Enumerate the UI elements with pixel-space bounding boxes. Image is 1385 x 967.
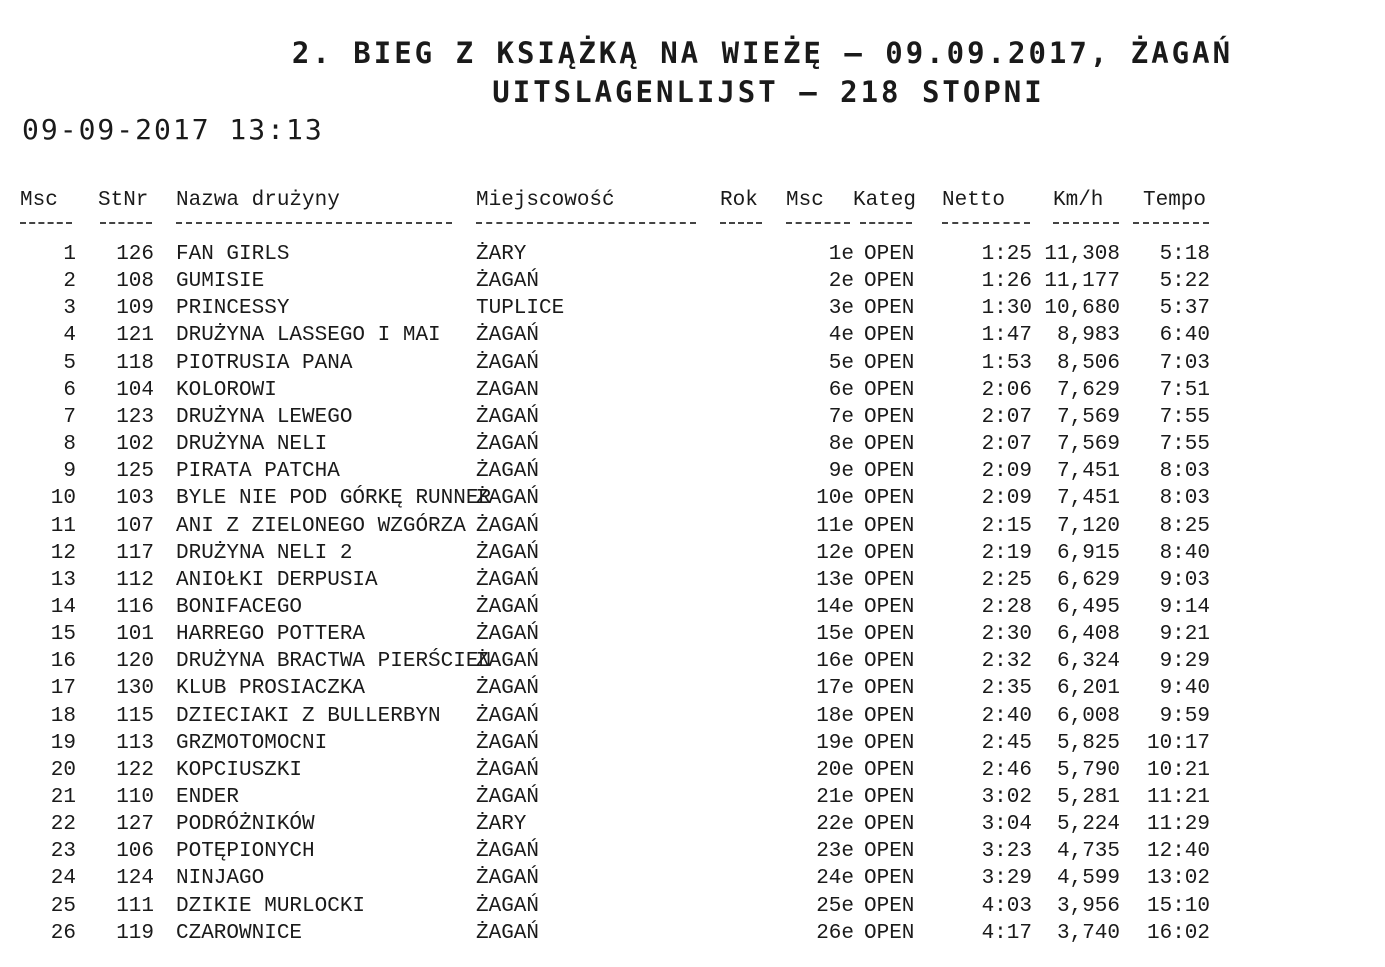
category-place: 7e [828,405,854,429]
header-divider [942,222,1030,226]
speed: 6,201 [1056,677,1120,701]
place-number: 1 [63,243,76,266]
table-row [0,621,1385,648]
team-city: TUPLICE [476,297,565,321]
category: OPEN [864,297,915,321]
category-place: 17e [816,677,854,701]
speed: 3,740 [1056,921,1120,945]
start-number: 119 [116,921,154,945]
team-name: DRUŻYNA LASSEGO I MAI [176,324,441,348]
place-number: 14 [50,595,76,619]
team-name: NINJAGO [176,867,265,891]
category: OPEN [864,731,915,755]
table-row [0,241,1385,268]
category-place: 3e [828,297,854,321]
header-kateg: Kateg [853,189,917,212]
table-row [0,594,1385,621]
category: OPEN [864,813,915,837]
category: OPEN [864,650,915,674]
category: OPEN [864,595,915,619]
place-number: 6 [63,378,76,402]
start-number: 118 [116,351,154,375]
category: OPEN [864,677,915,701]
speed: 6,915 [1056,541,1120,565]
team-city: ŻAGAŃ [476,270,540,294]
team-city: ŻARY [476,813,527,837]
speed: 6,629 [1056,568,1120,592]
pace: 7:55 [1159,433,1210,457]
team-city: ŻAGAŃ [476,758,540,782]
category-place: 5e [828,351,854,375]
table-row [0,675,1385,702]
header-stnr: StNr [98,189,149,212]
category-place: 9e [828,460,854,484]
team-city: ŻAGAŃ [476,921,540,945]
team-city: ŻAGAŃ [476,650,540,674]
table-row [0,703,1385,730]
pace: 5:37 [1159,297,1210,321]
start-number: 130 [116,677,154,701]
start-number: 101 [116,623,154,647]
place-number: 15 [50,623,76,647]
table-row [0,567,1385,594]
net-time: 1:47 [981,324,1032,348]
category: OPEN [864,867,915,891]
category: OPEN [864,786,915,809]
category: OPEN [864,324,915,348]
table-row [0,458,1385,485]
category: OPEN [864,243,915,266]
speed: 6,008 [1056,704,1120,728]
table-row [0,404,1385,431]
header-divider [1053,222,1119,226]
start-number: 120 [116,650,154,674]
header-divider [100,222,152,226]
header-kmh: Km/h [1053,189,1104,212]
place-number: 21 [50,786,76,809]
table-row [0,865,1385,892]
category-place: 15e [816,623,854,647]
pace: 8:03 [1159,460,1210,484]
net-time: 2:32 [981,650,1032,674]
team-name: DRUŻYNA LEWEGO [176,405,353,429]
team-name: KOPCIUSZKI [176,758,303,782]
team-name: BYLE NIE POD GÓRKĘ RUNNER [176,487,492,511]
header-divider [176,222,452,226]
table-row [0,268,1385,295]
category: OPEN [864,840,915,864]
pace: 7:03 [1159,351,1210,375]
category: OPEN [864,433,915,457]
speed: 7,569 [1056,405,1120,429]
pace: 7:55 [1159,405,1210,429]
start-number: 103 [116,487,154,511]
table-row [0,648,1385,675]
category-place: 4e [828,324,854,348]
speed: 6,495 [1056,595,1120,619]
team-city: ŻAGAŃ [476,541,540,565]
team-name: POTĘPIONYCH [176,840,315,864]
pace: 10:21 [1146,758,1210,782]
team-city: ŻAGAŃ [476,460,540,484]
table-row [0,350,1385,377]
speed: 4,599 [1056,867,1120,891]
category: OPEN [864,514,915,538]
place-number: 19 [50,731,76,755]
category-place: 13e [816,568,854,592]
team-city: ŻARY [476,243,527,266]
net-time: 1:25 [981,243,1032,266]
start-number: 108 [116,270,154,294]
start-number: 127 [116,813,154,837]
category-place: 24e [816,867,854,891]
pace: 8:40 [1159,541,1210,565]
team-city: ZAGAN [476,378,540,402]
pace: 9:21 [1159,623,1210,647]
net-time: 1:53 [981,351,1032,375]
team-name: BONIFACEGO [176,595,303,619]
speed: 8,983 [1056,324,1120,348]
team-city: ŻAGAŃ [476,867,540,891]
net-time: 2:35 [981,677,1032,701]
place-number: 12 [50,541,76,565]
pace: 11:29 [1146,813,1210,837]
category-place: 25e [816,894,854,918]
net-time: 2:45 [981,731,1032,755]
team-name: DRUŻYNA BRACTWA PIERŚCIEN [176,650,492,674]
speed: 5,825 [1056,731,1120,755]
category-place: 12e [816,541,854,565]
team-name: GUMISIE [176,270,265,294]
category: OPEN [864,623,915,647]
speed: 7,120 [1056,514,1120,538]
speed: 5,790 [1056,758,1120,782]
team-city: ŻAGAŃ [476,704,540,728]
start-number: 121 [116,324,154,348]
speed: 5,224 [1056,813,1120,837]
team-city: ŻAGAŃ [476,677,540,701]
header-msc-category: Msc [786,189,824,212]
team-name: GRZMOTOMOCNI [176,731,328,755]
header-name: Nazwa drużyny [176,189,340,212]
start-number: 107 [116,514,154,538]
net-time: 2:46 [981,758,1032,782]
pace: 9:59 [1159,704,1210,728]
category-place: 26e [816,921,854,945]
table-row [0,540,1385,567]
speed: 10,680 [1044,297,1120,321]
speed: 11,308 [1044,243,1120,266]
team-name: KOLOROWI [176,378,277,402]
net-time: 2:09 [981,487,1032,511]
start-number: 112 [116,568,154,592]
header-divider [476,222,696,226]
place-number: 4 [63,324,76,348]
start-number: 115 [116,704,154,728]
table-row [0,295,1385,322]
speed: 7,451 [1056,487,1120,511]
start-number: 113 [116,731,154,755]
place-number: 8 [63,433,76,457]
net-time: 2:30 [981,623,1032,647]
category-place: 16e [816,650,854,674]
header-divider [20,222,72,226]
net-time: 3:02 [981,786,1032,809]
place-number: 9 [63,460,76,484]
table-row [0,485,1385,512]
category-place: 20e [816,758,854,782]
start-number: 106 [116,840,154,864]
table-row [0,784,1385,811]
speed: 11,177 [1044,270,1120,294]
pace: 10:17 [1146,731,1210,755]
start-number: 124 [116,867,154,891]
header-divider [720,222,762,226]
net-time: 2:07 [981,405,1032,429]
team-name: DRUŻYNA NELI 2 [176,541,353,565]
net-time: 4:17 [981,921,1032,945]
speed: 8,506 [1056,351,1120,375]
team-name: ANIOŁKI DERPUSIA [176,568,378,592]
category: OPEN [864,405,915,429]
table-row [0,811,1385,838]
category-place: 22e [816,813,854,837]
category: OPEN [864,568,915,592]
category-place: 1e [828,243,854,266]
pace: 11:21 [1146,786,1210,809]
team-name: HARREGO POTTERA [176,623,366,647]
start-number: 102 [116,433,154,457]
net-time: 2:25 [981,568,1032,592]
pace: 12:40 [1146,840,1210,864]
category: OPEN [864,758,915,782]
start-number: 111 [116,894,154,918]
team-name: ANI Z ZIELONEGO WZGÓRZA [176,514,466,538]
table-row [0,322,1385,349]
net-time: 1:30 [981,297,1032,321]
team-name: DZIKIE MURLOCKI [176,894,366,918]
pace: 13:02 [1146,867,1210,891]
team-name: DRUŻYNA NELI [176,433,328,457]
start-number: 122 [116,758,154,782]
net-time: 2:28 [981,595,1032,619]
place-number: 22 [50,813,76,837]
team-name: CZAROWNICE [176,921,303,945]
place-number: 25 [50,894,76,918]
start-number: 110 [116,786,154,809]
table-row [0,730,1385,757]
header-msc: Msc [20,189,58,212]
category: OPEN [864,704,915,728]
table-row [0,513,1385,540]
team-name: PIOTRUSIA PANA [176,351,353,375]
category-place: 6e [828,378,854,402]
category-place: 23e [816,840,854,864]
net-time: 2:09 [981,460,1032,484]
team-name: DZIECIAKI Z BULLERBYN [176,704,441,728]
header-tempo: Tempo [1143,189,1207,212]
place-number: 3 [63,297,76,321]
pace: 5:18 [1159,243,1210,266]
table-row [0,920,1385,947]
start-number: 125 [116,460,154,484]
pace: 5:22 [1159,270,1210,294]
category-place: 18e [816,704,854,728]
pace: 16:02 [1146,921,1210,945]
pace: 7:51 [1159,378,1210,402]
team-city: ŻAGAŃ [476,405,540,429]
net-time: 3:04 [981,813,1032,837]
net-time: 2:40 [981,704,1032,728]
net-time: 2:07 [981,433,1032,457]
table-header [0,187,1385,214]
category: OPEN [864,460,915,484]
place-number: 10 [50,487,76,511]
page-title: 2. BIEG Z KSIĄŻKĄ NA WIEŻĘ – 09.09.2017, ŻAGAŃ [291,36,1234,70]
team-city: ŻAGAŃ [476,623,540,647]
net-time: 2:15 [981,514,1032,538]
category: OPEN [864,270,915,294]
team-city: ŻAGAŃ [476,568,540,592]
start-number: 116 [116,595,154,619]
team-city: ŻAGAŃ [476,786,540,809]
net-time: 4:03 [981,894,1032,918]
table-row [0,893,1385,920]
header-rok: Rok [720,189,758,212]
pace: 8:25 [1159,514,1210,538]
team-city: ŻAGAŃ [476,731,540,755]
place-number: 11 [50,514,76,538]
speed: 3,956 [1056,894,1120,918]
team-city: ŻAGAŃ [476,595,540,619]
start-number: 104 [116,378,154,402]
team-name: PODRÓŻNIKÓW [176,813,315,837]
category: OPEN [864,351,915,375]
team-name: ENDER [176,786,240,809]
place-number: 20 [50,758,76,782]
header-divider [786,222,850,226]
category: OPEN [864,487,915,511]
category-place: 19e [816,731,854,755]
category-place: 10e [816,487,854,511]
header-divider [860,222,912,226]
net-time: 2:19 [981,541,1032,565]
net-time: 3:23 [981,840,1032,864]
speed: 7,629 [1056,378,1120,402]
category-place: 8e [828,433,854,457]
category: OPEN [864,921,915,945]
speed: 6,408 [1056,623,1120,647]
category-place: 2e [828,270,854,294]
speed: 4,735 [1056,840,1120,864]
net-time: 2:06 [981,378,1032,402]
category-place: 14e [816,595,854,619]
place-number: 7 [63,405,76,429]
speed: 5,281 [1056,786,1120,809]
header-divider [1133,222,1209,226]
team-name: FAN GIRLS [176,243,290,266]
pace: 9:14 [1159,595,1210,619]
place-number: 23 [50,840,76,864]
table-row [0,838,1385,865]
team-city: ŻAGAŃ [476,351,540,375]
place-number: 5 [63,351,76,375]
team-name: PIRATA PATCHA [176,460,340,484]
net-time: 3:29 [981,867,1032,891]
team-city: ŻAGAŃ [476,324,540,348]
table-row [0,431,1385,458]
team-city: ŻAGAŃ [476,894,540,918]
category: OPEN [864,378,915,402]
category: OPEN [864,541,915,565]
pace: 8:03 [1159,487,1210,511]
pace: 15:10 [1146,894,1210,918]
team-city: ŻAGAŃ [476,840,540,864]
pace: 9:29 [1159,650,1210,674]
header-place: Miejscowość [476,189,615,212]
team-name: KLUB PROSIACZKA [176,677,366,701]
category-place: 11e [816,514,854,538]
table-row [0,377,1385,404]
place-number: 26 [50,921,76,945]
pace: 9:40 [1159,677,1210,701]
team-city: ŻAGAŃ [476,433,540,457]
place-number: 16 [50,650,76,674]
start-number: 123 [116,405,154,429]
place-number: 17 [50,677,76,701]
place-number: 18 [50,704,76,728]
table-row [0,757,1385,784]
start-number: 117 [116,541,154,565]
pace: 9:03 [1159,568,1210,592]
speed: 6,324 [1056,650,1120,674]
start-number: 109 [116,297,154,321]
net-time: 1:26 [981,270,1032,294]
start-number: 126 [116,243,154,266]
speed: 7,451 [1056,460,1120,484]
team-city: ŻAGAŃ [476,514,540,538]
speed: 7,569 [1056,433,1120,457]
pace: 6:40 [1159,324,1210,348]
timestamp: 09-09-2017 13:13 [22,113,324,146]
team-city: ŻAGAŃ [476,487,540,511]
header-netto: Netto [942,189,1006,212]
place-number: 2 [63,270,76,294]
category: OPEN [864,894,915,918]
category-place: 21e [816,786,854,809]
place-number: 24 [50,867,76,891]
place-number: 13 [50,568,76,592]
team-name: PRINCESSY [176,297,290,321]
page-subtitle: UITSLAGENLIJST – 218 STOPNI [492,75,1045,109]
